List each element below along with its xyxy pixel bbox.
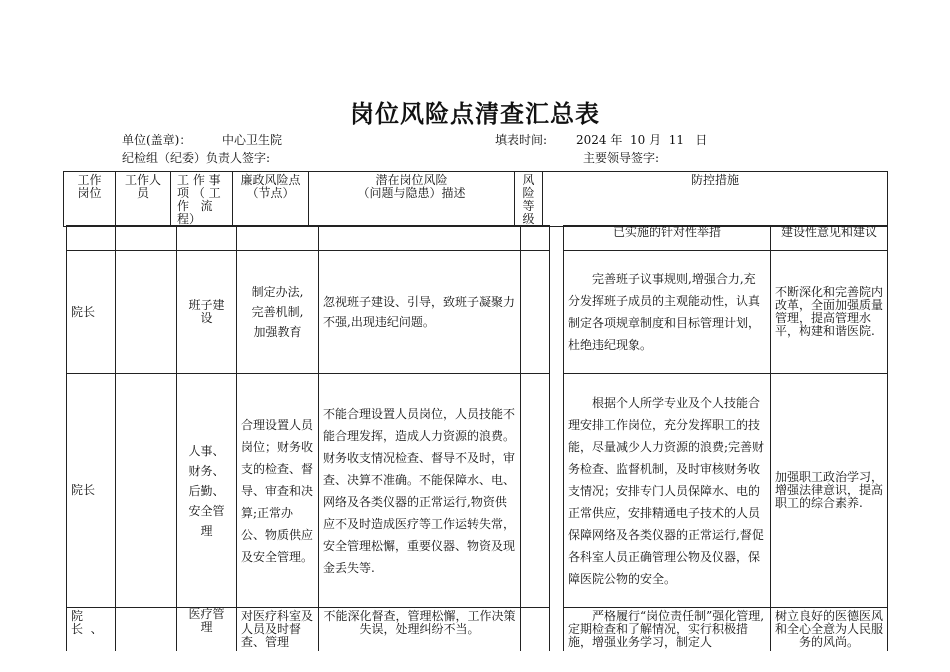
row-node: 合理设置人员岗位；财务收支的检查、督导、审查和决算;正常办公、物质供应及安全管理。 bbox=[237, 374, 319, 608]
date-label: 填表时间: bbox=[495, 133, 548, 147]
row-risk: 不能深化督查，管理松懈，工作决策失误，处理纠纷不当。 bbox=[319, 608, 521, 652]
header-implemented: 已实施的针对性举措 bbox=[564, 226, 771, 251]
header-measures: 防控措施 bbox=[543, 172, 888, 227]
header-advice: 建设性意见和建议 bbox=[771, 226, 888, 251]
row-advice: 树立良好的医德医风和全心全意为人民服务的风尚。 bbox=[771, 608, 888, 652]
row-measure: 完善班子议事规则,增强合力,充分发挥班子成员的主观能动性，认真制定各项规章制度和目标管理计划，杜绝违纪现象。 bbox=[564, 251, 771, 374]
date-value: 2024 年 10 月 11 日 bbox=[576, 133, 708, 147]
row-staff bbox=[116, 251, 177, 374]
unit-value: 中心卫生院 bbox=[222, 133, 283, 147]
row-advice: 加强职工政治学习，增强法律意识，提高职工的综合素养. bbox=[771, 374, 888, 608]
table-row bbox=[67, 608, 888, 652]
row-staff bbox=[116, 374, 177, 608]
discipline-sign-label: 纪检组（纪委）负责人签字: bbox=[122, 151, 271, 165]
row-item: 医疗管 理 bbox=[177, 608, 237, 652]
row-item: 人事、 财务、 后勤、 安全管 理 bbox=[177, 374, 237, 608]
header-item: 工 作 事 项 （ 工 作 流 程） bbox=[171, 172, 233, 227]
row-measure: 根据个人所学专业及个人技能合理安排工作岗位，充分发挥职工的技能，尽量减少人力资源的浪费;完善财务检查、监督机制，及时审核财务收支情况；安排专门人员保障水、电的正常供应，安排精通电子技术的人员保障网络及各类仪器的正常运行,督促各科室人员正确管理公物及仪器，保障医院公物的安全。 bbox=[564, 374, 771, 608]
header-level: 风 险 等 级 bbox=[515, 172, 543, 227]
row-post: 院 长 、 bbox=[67, 608, 116, 652]
table-row bbox=[67, 251, 888, 374]
row-node: 制定办法, 完善机制, 加强教育 bbox=[237, 251, 319, 374]
header-post: 工作 岗位 bbox=[64, 172, 116, 227]
header-table bbox=[63, 171, 888, 227]
page-title: 岗位风险点清查汇总表 bbox=[350, 99, 600, 128]
header-staff: 工作人 员 bbox=[116, 172, 171, 227]
row-item: 班子建 设 bbox=[177, 251, 237, 374]
header-node: 廉政风险点 （节点） bbox=[233, 172, 309, 227]
unit-label: 单位(盖章)： bbox=[122, 133, 192, 147]
leader-sign-label: 主要领导签字: bbox=[583, 151, 660, 165]
row-risk: 不能合理设置人员岗位，人员技能不能合理发挥，造成人力资源的浪费。财务收支情况检查、督导不及时，审查、决算不准确。不能保障水、电、网络及各类仪器的正常运行,物资供应不及时造成医疗等工作运转失常，安全管理松懈，重要仪器、物资及现金丢失等. bbox=[319, 374, 521, 608]
row-post: 院长 bbox=[67, 251, 116, 374]
risk-table bbox=[66, 225, 888, 651]
subheader-row bbox=[67, 226, 888, 251]
row-advice: 不断深化和完善院内改革，全面加强质量管理，提高管理水平，构建和谐医院. bbox=[771, 251, 888, 374]
row-level bbox=[521, 374, 550, 608]
table-row bbox=[67, 374, 888, 608]
row-level bbox=[521, 608, 550, 652]
row-risk: 忽视班子建设、引导，致班子凝聚力不强,出现违纪问题。 bbox=[319, 251, 521, 374]
row-post: 院长 bbox=[67, 374, 116, 608]
row-measure: 严格履行“岗位责任制”强化管理,定期检查和了解情况，实行积极措施，增强业务学习，制定人 bbox=[564, 608, 771, 652]
row-node: 对医疗科室及人员及时督查、管理 bbox=[237, 608, 319, 652]
header-risk: 潜在岗位风险 （问题与隐患）描述 bbox=[309, 172, 515, 227]
row-level bbox=[521, 251, 550, 374]
row-staff bbox=[116, 608, 177, 652]
